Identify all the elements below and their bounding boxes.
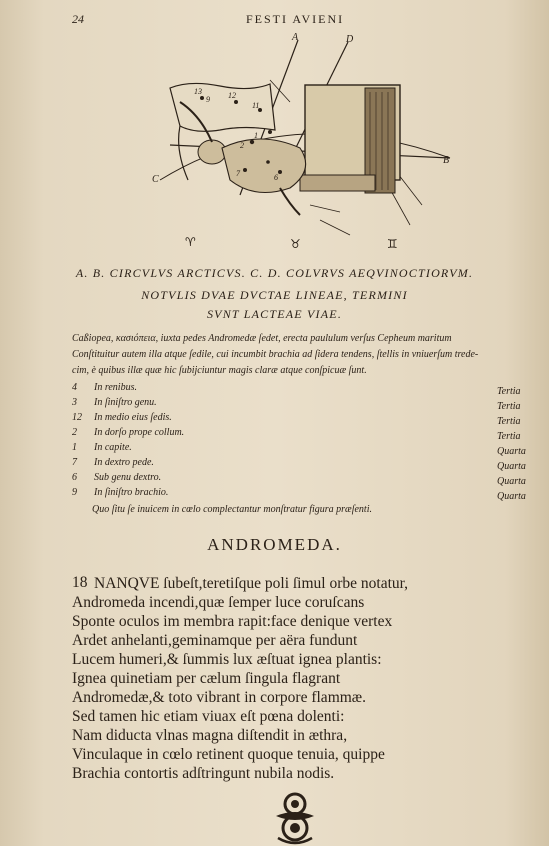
star-mag: Tertia <box>497 416 521 427</box>
star-number: 7 <box>236 169 240 178</box>
star-row <box>72 442 532 457</box>
star-row <box>72 487 532 502</box>
label-d: D <box>346 34 354 45</box>
star-num: 9 <box>72 487 77 498</box>
star-desc: In dorſo prope collum. <box>94 427 185 438</box>
star-mag: Quarta <box>497 446 526 457</box>
star-number: 9 <box>206 95 210 104</box>
star-number: 13 <box>194 87 202 96</box>
star-desc: In dextro pede. <box>94 457 154 468</box>
star-mag: Quarta <box>497 476 526 487</box>
aries-symbol: ♈ <box>185 235 196 249</box>
verse-line: NANQVE ſubeſt,teretiſque poli ſimul orbe notatur, <box>94 575 409 592</box>
label-a: A <box>292 32 299 43</box>
intro-line: Caßiopea, κασιόπεια, iuxta pedes Andromedæ ſedet, erecta paululum verſus Cepheum maritum <box>72 333 452 344</box>
star-mag: Tertia <box>497 401 521 412</box>
intro-line: cim, è quibus illæ quæ hic ſubijciuntur magis claræ atque conſpicuæ ſunt. <box>72 365 367 376</box>
star-desc: In capite. <box>94 442 132 453</box>
page-number: 24 <box>72 12 84 26</box>
star-number: 6 <box>274 173 278 182</box>
star-mag: Tertia <box>497 431 521 442</box>
star-number: 11 <box>252 101 260 110</box>
caption-line: NOTVLIS DVAE DVCTAE LINEAE, TERMINI <box>141 288 408 302</box>
verse-line: Lucem humeri,& ſummis lux æſtuat ignea plantis: <box>72 651 382 668</box>
verse-line: Ignea quinetiam per cælum ſingula flagrant <box>72 670 341 687</box>
star-row <box>72 397 532 412</box>
verse-line: Nam diducta vlnas magna diſtendit in æthra, <box>72 727 348 744</box>
star-number: 2 <box>240 141 244 150</box>
star-num: 2 <box>72 427 77 438</box>
closing-line: Quo ſitu ſe inuicem in cœlo complectantur monſtratur figura præſenti. <box>92 504 372 515</box>
star-row <box>72 412 532 427</box>
star-number: 1 <box>254 131 258 140</box>
star-desc: Sub genu dextro. <box>94 472 162 483</box>
star-num: 12 <box>72 412 82 423</box>
star-desc: In medio eius ſedis. <box>94 412 172 423</box>
verse-line: Ardet anhelanti,geminamque per aëra fundunt <box>72 632 358 649</box>
star-num: 3 <box>72 397 77 408</box>
star-num: 4 <box>72 382 77 393</box>
verse-line: Andromedæ,& toto vibrant in corpore flammæ. <box>72 689 367 706</box>
throne-seat <box>300 175 375 191</box>
section-title: ANDROMEDA. <box>207 535 342 554</box>
label-c: C <box>152 174 159 185</box>
verse-line: Sponte oculos im membra rapit:face denique vertex <box>72 613 393 630</box>
verse-line: Andromeda incendi,quæ ſemper luce coruſcans <box>72 594 365 611</box>
star-row <box>72 427 532 442</box>
star-num: 1 <box>72 442 77 453</box>
verse-number: 18 <box>72 574 88 591</box>
figure-body <box>222 139 306 193</box>
star-number: 12 <box>228 91 236 100</box>
gemini-symbol: ♊ <box>387 237 398 251</box>
star-desc: In ſiniſtro genu. <box>94 397 157 408</box>
cassiopeia-figure <box>140 30 450 255</box>
caption-line: A. B. CIRCVLVS ARCTICVS. C. D. COLVRVS AEQVINOCTIORVM. <box>75 266 474 280</box>
star-row <box>72 382 532 397</box>
star-num: 6 <box>72 472 77 483</box>
star-desc: In ſiniſtro brachio. <box>94 487 169 498</box>
star-mag: Quarta <box>497 461 526 472</box>
printer-ornament <box>268 790 322 846</box>
star-row <box>72 457 532 472</box>
figure-leg <box>280 188 300 215</box>
star-row <box>72 472 532 487</box>
star-num: 7 <box>72 457 77 468</box>
caption-line: SVNT LACTEAE VIAE. <box>206 307 343 321</box>
intro-line: Conſtituitur autem illa atque ſedile, cui incumbit brachia ad ſidera tendens, ſtellis in vniuerſum trede- <box>72 349 479 360</box>
star-mag: Tertia <box>497 386 521 397</box>
verse-line: Sed tamen hic etiam viuax eſt pœna dolenti: <box>72 708 345 725</box>
taurus-symbol: ♉ <box>290 237 301 251</box>
label-b: B <box>443 155 450 166</box>
star-desc: In renibus. <box>94 382 137 393</box>
verse-line: Vinculaque in cœlo retinent quoque tenuia, quippe <box>72 746 385 763</box>
figure-head <box>198 140 226 164</box>
star-mag: Quarta <box>497 491 526 502</box>
verse-line: Brachia contortis adſtringunt nubila nodis. <box>72 765 335 782</box>
running-head: FESTI AVIENI <box>246 12 345 26</box>
